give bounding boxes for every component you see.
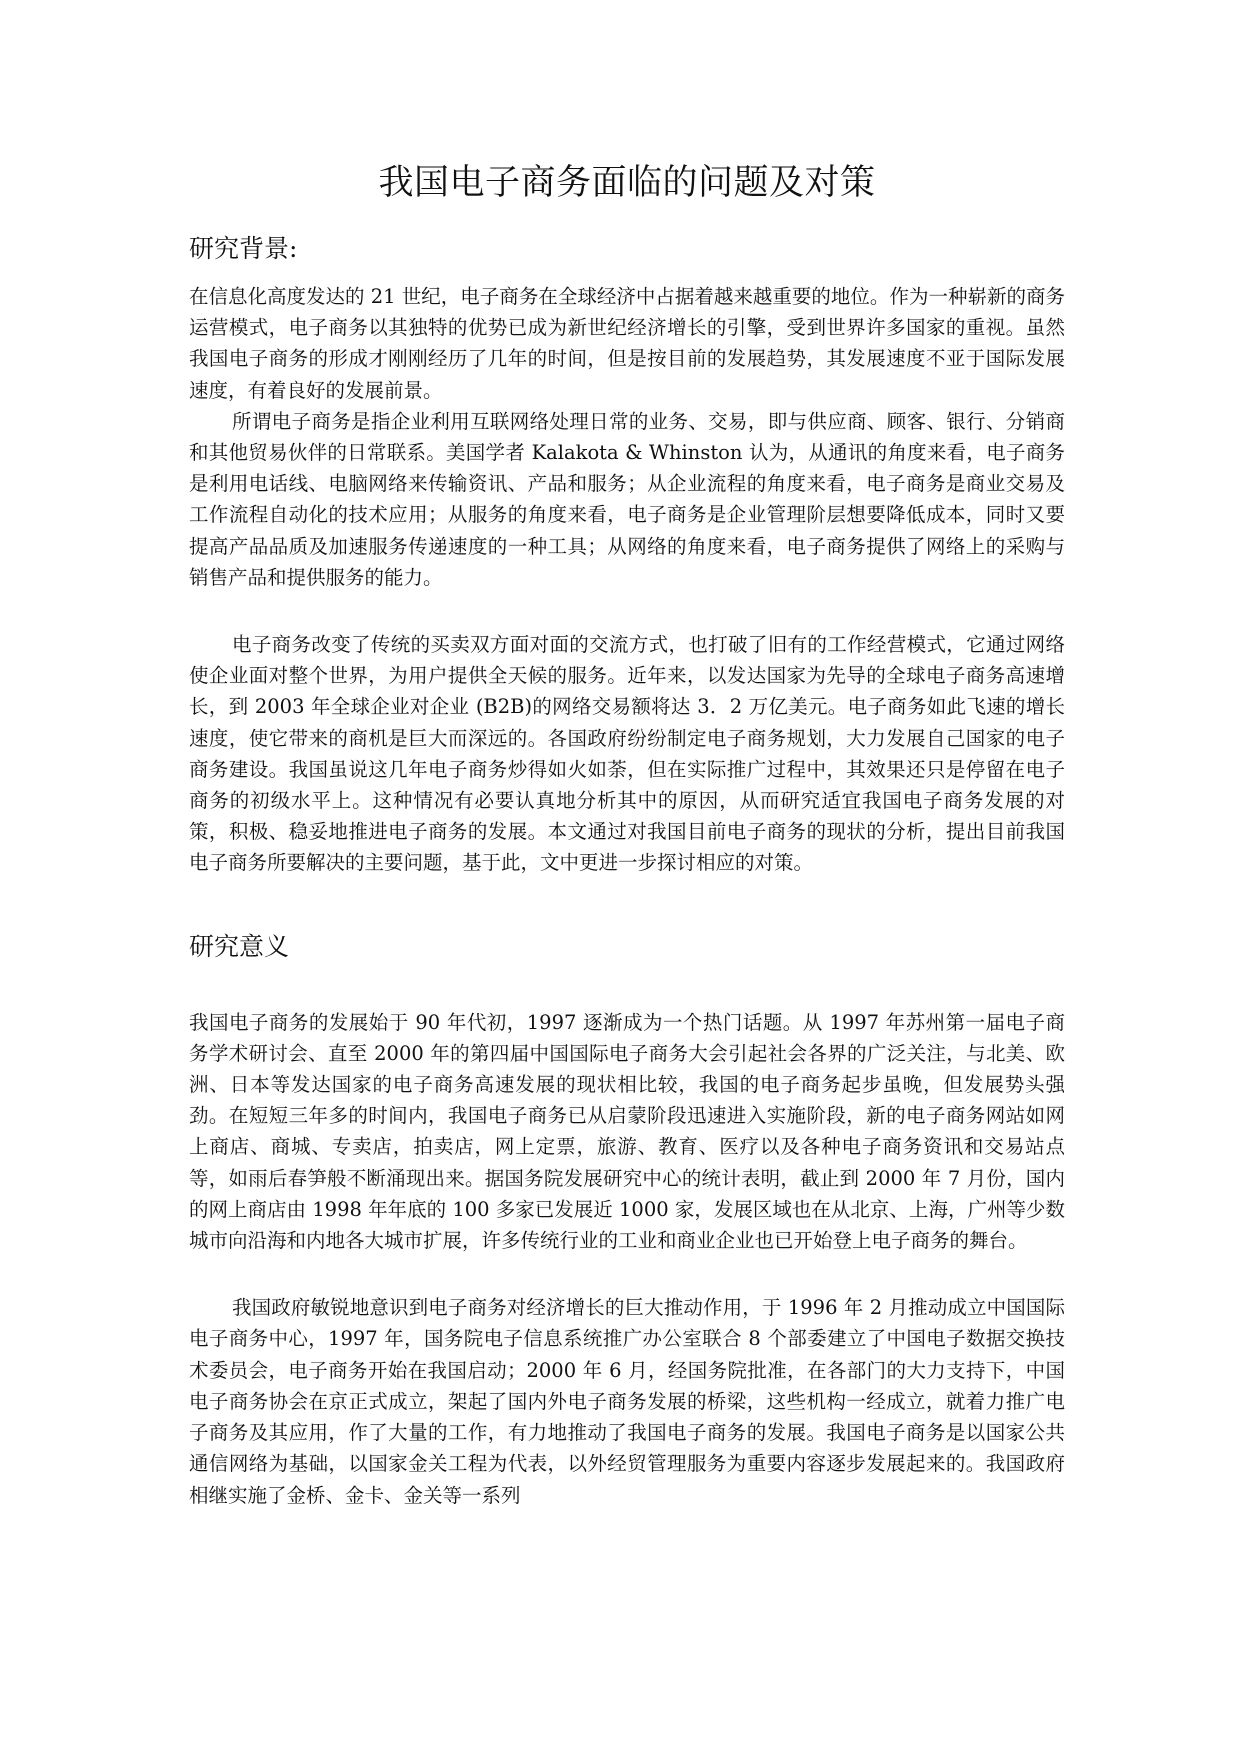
document-body bbox=[189, 155, 1065, 1511]
paragraph-significance-1: 我国电子商务的发展始于 90 年代初，1997 逐渐成为一个热门话题。从 1997 年苏州第一届电子商务学术研讨会、直至 2000 年的第四届中国国际电子商务大会引起社会各界的广泛关注，与北美、欧洲、日本等发达国家的电子商务高速发展的现状相比较，我国的电子商务起步虽晚，但发展势头强劲。在短短三年多的时间内，我国电子商务已从启蒙阶段迅速进入实施阶段，新的电子商务网站如网上商店、商城、专卖店，拍卖店，网上定票，旅游、教育、医疗以及各种电子商务资讯和交易站点等，如雨后春笋般不断涌现出来。据国务院发展研究中心的统计表明，截止到 2000 年 7 月份，国内的网上商店由 1998 年年底的 100 多家已发展近 1000 家，发展区域也在从北京、上海，广州等少数城市向沿海和内地各大城市扩展，许多传统行业的工业和商业企业也已开始登上电子商务的舞台。 bbox=[189, 1010, 1065, 1253]
paragraph-significance-2: 我国政府敏锐地意识到电子商务对经济增长的巨大推动作用，于 1996 年 2 月推动成立中国国际电子商务中心，1997 年，国务院电子信息系统推广办公室联合 8 个部委建立了中国电子数据交换技术委员会，电子商务开始在我国启动；2000 年 6 月，经国务院批准，在各部门的大力支持下，中国电子商务协会在京正式成立，架起了国内外电子商务发展的桥梁，这些机构一经成立，就着力推广电子商务及其应用，作了大量的工作，有力地推动了我国电子商务的发展。我国电子商务是以国家公共通信网络为基础，以国家金关工程为代表，以外经贸管理服务为重要内容逐步发展起来的。我国政府相继实施了金桥、金卡、金关等一系列 bbox=[189, 1296, 1065, 1507]
paragraph-background-1: 在信息化高度发达的 21 世纪，电子商务在全球经济中占据着越来越重要的地位。作为一种崭新的商务运营模式，电子商务以其独特的优势已成为新世纪经济增长的引擎，受到世界许多国家的重视。虽然我国电子商务的形成才刚刚经历了几年的时间，但是按目前的发展趋势，其发展速度不亚于国际发展速度，有着良好的发展前景。 bbox=[189, 285, 1065, 402]
document-title: 我国电子商务面临的问题及对策 bbox=[378, 163, 876, 203]
paragraph-background-2: 所谓电子商务是指企业利用互联网络处理日常的业务、交易，即与供应商、顾客、银行、分销商和其他贸易伙伴的日常联系。美国学者 Kalakota & Whinston 认为，从通讯的角度来看，电子商务是利用电话线、电脑网络来传输资讯、产品和服务；从企业流程的角度来看，电子商务是商业交易及工作流程自动化的技术应用；从服务的角度来看，电子商务是企业管理阶层想要降低成本，同时又要提高产品品质及加速服务传递速度的一种工具；从网络的角度来看，电子商务提供了网络上的采购与销售产品和提供服务的能力。 bbox=[189, 409, 1065, 589]
paragraph-background-3: 电子商务改变了传统的买卖双方面对面的交流方式，也打破了旧有的工作经营模式，它通过网络使企业面对整个世界，为用户提供全天候的服务。近年来，以发达国家为先导的全球电子商务高速增长，到 2003 年全球企业对企业 (B2B)的网络交易额将达 3．2 万亿美元。电子商务如此飞速的增长速度，使它带来的商机是巨大而深远的。各国政府纷纷制定电子商务规划，大力发展自己国家的电子商务建设。我国虽说这几年电子商务炒得如火如荼，但在实际推广过程中，其效果还只是停留在电子商务的初级水平上。这种情况有必要认真地分析其中的原因，从而研究适宜我国电子商务发展的对策，积极、稳妥地推进电子商务的发展。本文通过对我国目前电子商务的现状的分析，提出目前我国电子商务所要解决的主要问题，基于此，文中更进一步探讨相应的对策。 bbox=[189, 633, 1065, 875]
section-heading-background: 研究背景: bbox=[189, 234, 298, 263]
section-heading-significance: 研究意义 bbox=[189, 931, 290, 961]
